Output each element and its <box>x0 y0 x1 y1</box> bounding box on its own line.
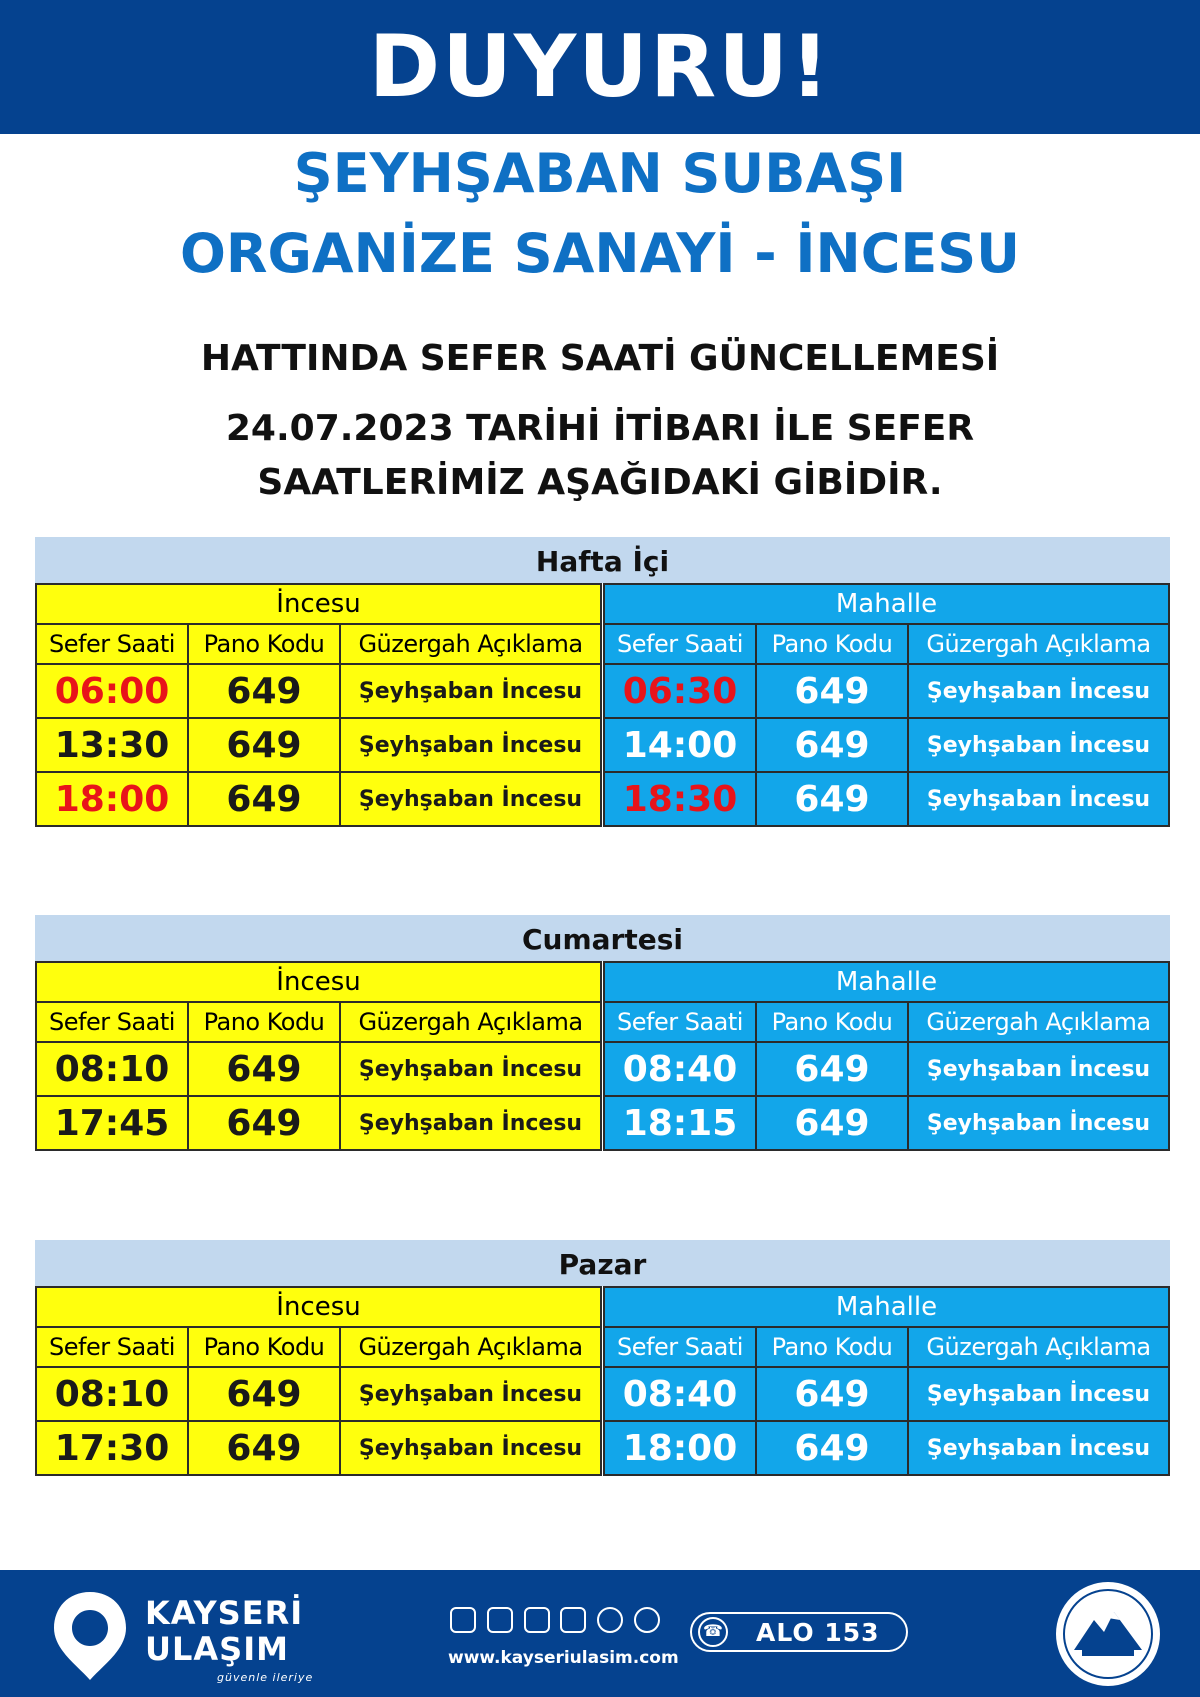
direction-name: İncesu <box>36 584 601 624</box>
brand-tagline: güvenle ileriye <box>217 1671 314 1684</box>
effective-date-line: 24.07.2023 TARİHİ İTİBARI İLE SEFER <box>225 408 975 449</box>
schedule-block <box>35 915 1170 1151</box>
sefer-saati-header: Sefer Saati <box>604 1327 756 1367</box>
table-row <box>36 664 601 718</box>
departure-time: 14:00 <box>604 718 756 772</box>
departure-time: 18:15 <box>604 1096 756 1150</box>
route-description: Şeyhşaban İncesu <box>908 1367 1169 1421</box>
mahalle-schedule-table <box>603 583 1170 827</box>
sefer-saati-header: Sefer Saati <box>604 1002 756 1042</box>
panel-code: 649 <box>756 1421 908 1475</box>
hotline-number: ALO 153 <box>756 1618 880 1647</box>
route-description: Şeyhşaban İncesu <box>340 1042 601 1096</box>
panel-code: 649 <box>756 718 908 772</box>
departure-time: 06:30 <box>604 664 756 718</box>
bus-front-icon <box>524 1607 550 1633</box>
panel-code: 649 <box>756 1042 908 1096</box>
departure-time: 08:40 <box>604 1367 756 1421</box>
panel-code: 649 <box>188 1096 340 1150</box>
incesu-schedule-table <box>35 583 602 827</box>
panel-code: 649 <box>188 772 340 826</box>
route-description: Şeyhşaban İncesu <box>908 1042 1169 1096</box>
sefer-saati-header: Sefer Saati <box>604 624 756 664</box>
table-row <box>604 664 1169 718</box>
brand-name-line2: ULAŞIM <box>145 1630 289 1668</box>
route-description: Şeyhşaban İncesu <box>340 1367 601 1421</box>
bicycle-icon <box>597 1607 623 1633</box>
pano-kodu-header: Pano Kodu <box>188 1002 340 1042</box>
schedule-block <box>35 1240 1170 1476</box>
incesu-schedule-table <box>35 1286 602 1476</box>
municipality-seal <box>1052 1580 1164 1688</box>
route-description: Şeyhşaban İncesu <box>340 718 601 772</box>
panel-code: 649 <box>188 1367 340 1421</box>
table-row <box>36 1421 601 1475</box>
table-row <box>36 1096 601 1150</box>
table-row <box>604 718 1169 772</box>
sefer-saati-header: Sefer Saati <box>36 624 188 664</box>
table-row <box>36 1042 601 1096</box>
pano-kodu-header: Pano Kodu <box>188 624 340 664</box>
bus-icon <box>487 1607 513 1633</box>
table-row <box>604 1367 1169 1421</box>
transport-icons <box>450 1602 660 1638</box>
direction-name: Mahalle <box>604 962 1169 1002</box>
departure-time: 06:00 <box>36 664 188 718</box>
pano-kodu-header: Pano Kodu <box>756 1002 908 1042</box>
pano-kodu-header: Pano Kodu <box>188 1327 340 1367</box>
table-row <box>604 1096 1169 1150</box>
announcement-title: DUYURU! <box>368 17 832 117</box>
day-header: Pazar <box>35 1240 1170 1286</box>
guzergah-header: Güzergah Açıklama <box>908 1327 1169 1367</box>
hotline-badge[interactable] <box>690 1612 908 1652</box>
departure-time: 08:10 <box>36 1042 188 1096</box>
table-row <box>604 772 1169 826</box>
departure-time: 08:10 <box>36 1367 188 1421</box>
route-description: Şeyhşaban İncesu <box>908 1096 1169 1150</box>
route-description: Şeyhşaban İncesu <box>908 1421 1169 1475</box>
car-icon <box>560 1607 586 1633</box>
mahalle-schedule-table <box>603 961 1170 1151</box>
table-row <box>36 1367 601 1421</box>
panel-code: 649 <box>188 1042 340 1096</box>
guzergah-header: Güzergah Açıklama <box>908 1002 1169 1042</box>
sefer-saati-header: Sefer Saati <box>36 1327 188 1367</box>
direction-name: Mahalle <box>604 584 1169 624</box>
incesu-schedule-table <box>35 961 602 1151</box>
website-link[interactable]: www.kayseriulasim.com <box>448 1648 679 1668</box>
pano-kodu-header: Pano Kodu <box>756 1327 908 1367</box>
guzergah-header: Güzergah Açıklama <box>340 1002 601 1042</box>
departure-time: 13:30 <box>36 718 188 772</box>
direction-name: Mahalle <box>604 1287 1169 1327</box>
departure-time: 17:30 <box>36 1421 188 1475</box>
panel-code: 649 <box>756 772 908 826</box>
departure-time: 18:00 <box>604 1421 756 1475</box>
route-description: Şeyhşaban İncesu <box>340 1096 601 1150</box>
line-name-2: ORGANİZE SANAYİ - İNCESU <box>180 222 1020 285</box>
route-description: Şeyhşaban İncesu <box>908 664 1169 718</box>
direction-name: İncesu <box>36 962 601 1002</box>
guzergah-header: Güzergah Açıklama <box>908 624 1169 664</box>
line-name-1: ŞEYHŞABAN SUBAŞI <box>293 142 907 205</box>
route-description: Şeyhşaban İncesu <box>340 772 601 826</box>
departure-time: 18:00 <box>36 772 188 826</box>
phone-icon: ☎ <box>698 1617 728 1647</box>
brand-name-line1: KAYSERİ <box>145 1594 304 1632</box>
cable-car-icon <box>634 1607 660 1633</box>
day-header: Hafta İçi <box>35 537 1170 583</box>
table-row <box>604 1042 1169 1096</box>
departure-time: 17:45 <box>36 1096 188 1150</box>
route-description: Şeyhşaban İncesu <box>340 1421 601 1475</box>
footer <box>0 1570 1200 1697</box>
route-description: Şeyhşaban İncesu <box>908 772 1169 826</box>
update-title: HATTINDA SEFER SAATİ GÜNCELLEMESİ <box>200 338 1000 379</box>
schedule-block <box>35 537 1170 827</box>
direction-name: İncesu <box>36 1287 601 1327</box>
effective-date-line-2: SAATLERİMİZ AŞAĞIDAKİ GİBİDİR. <box>257 462 943 503</box>
pano-kodu-header: Pano Kodu <box>756 624 908 664</box>
kayseri-ulasim-logo <box>48 1588 132 1684</box>
announcement-banner <box>0 0 1200 134</box>
guzergah-header: Güzergah Açıklama <box>340 624 601 664</box>
panel-code: 649 <box>188 1421 340 1475</box>
panel-code: 649 <box>188 718 340 772</box>
table-row <box>604 1421 1169 1475</box>
departure-time: 08:40 <box>604 1042 756 1096</box>
table-row <box>36 718 601 772</box>
day-header: Cumartesi <box>35 915 1170 961</box>
guzergah-header: Güzergah Açıklama <box>340 1327 601 1367</box>
panel-code: 649 <box>188 664 340 718</box>
mahalle-schedule-table <box>603 1286 1170 1476</box>
sefer-saati-header: Sefer Saati <box>36 1002 188 1042</box>
panel-code: 649 <box>756 664 908 718</box>
tram-icon <box>450 1607 476 1633</box>
panel-code: 649 <box>756 1367 908 1421</box>
route-description: Şeyhşaban İncesu <box>908 718 1169 772</box>
table-row <box>36 772 601 826</box>
panel-code: 649 <box>756 1096 908 1150</box>
departure-time: 18:30 <box>604 772 756 826</box>
route-description: Şeyhşaban İncesu <box>340 664 601 718</box>
